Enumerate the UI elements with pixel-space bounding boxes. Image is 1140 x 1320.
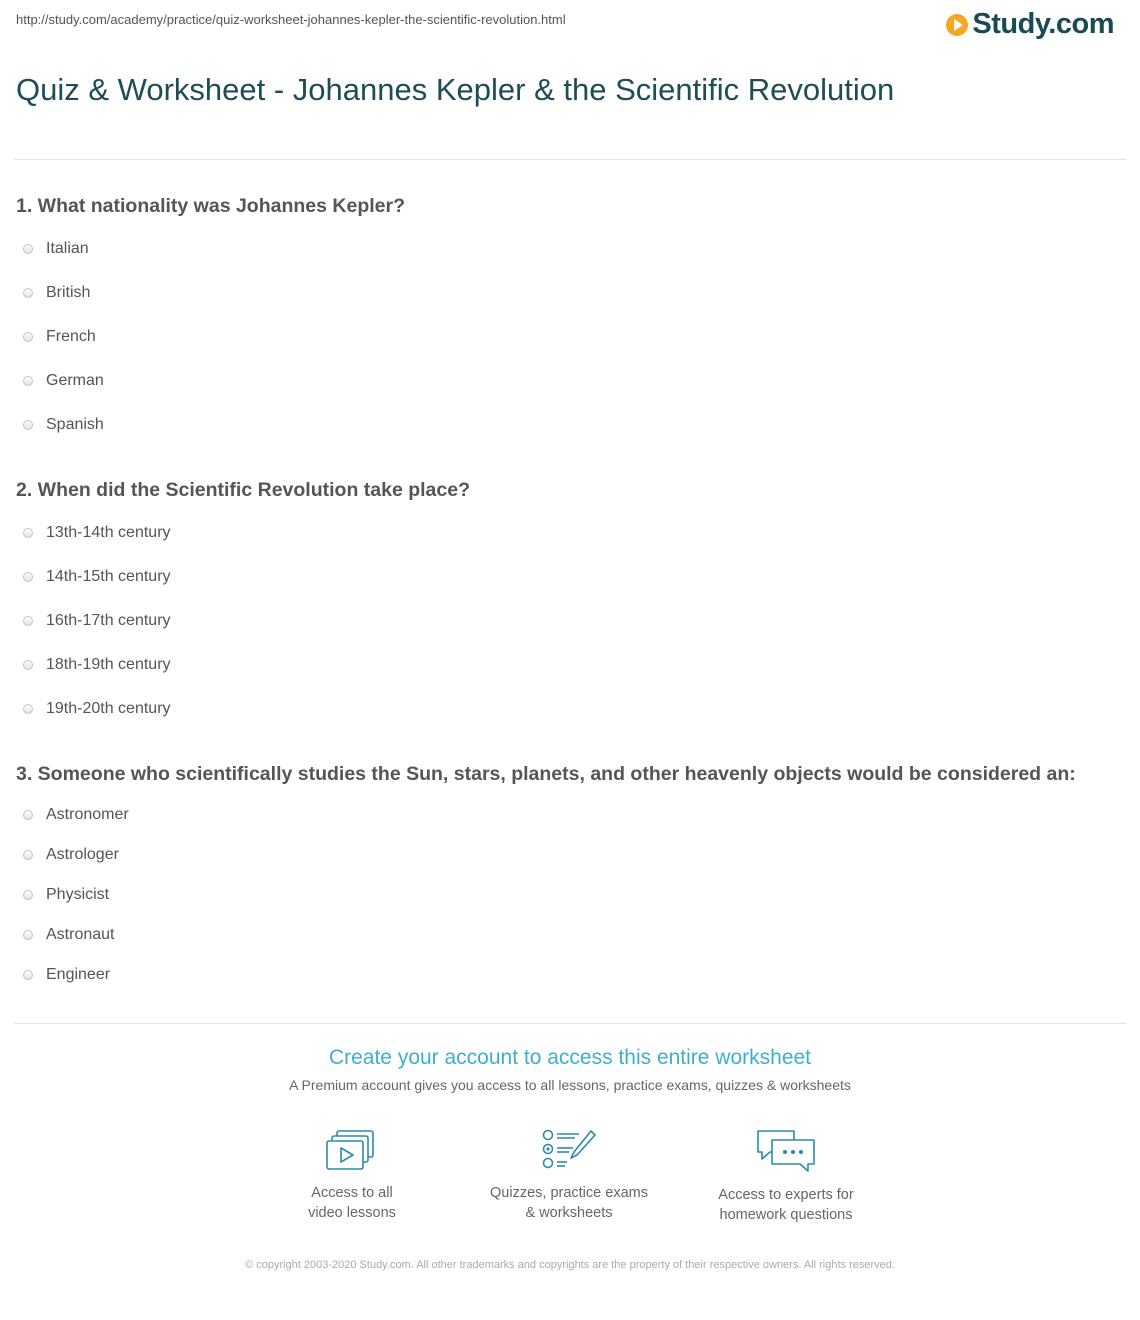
radio-icon[interactable] [23,572,33,582]
q3-option[interactable] [23,806,129,824]
radio-icon[interactable] [23,704,33,714]
radio-icon[interactable] [23,332,33,342]
radio-icon[interactable] [23,528,33,538]
copyright-notice: © copyright 2003-2020 Study.com. All other trademarks and copyrights are the property of their respective owners. All rights reserved. [245,1259,895,1271]
q1-option[interactable] [23,328,96,346]
radio-icon[interactable] [23,810,33,820]
logo-text: Study.com [972,8,1114,40]
study-logo[interactable] [946,8,1114,41]
q1-option[interactable] [23,240,89,258]
q3-option[interactable] [23,846,119,864]
option-label: 16th-17th century [46,612,171,629]
option-label: 14th-15th century [46,568,171,585]
radio-icon[interactable] [23,970,33,980]
feature-quizzes [469,1128,669,1223]
q2-option[interactable] [23,700,171,718]
feature-line: Access to all [311,1185,393,1201]
q1-option[interactable] [23,284,90,302]
quiz-checklist-icon [541,1128,597,1172]
q1-option[interactable] [23,416,104,434]
premium-description: A Premium account gives you access to all lessons, practice exams, quizzes & worksheets [289,1077,851,1093]
radio-icon[interactable] [23,890,33,900]
option-label: Astrologer [46,846,119,863]
option-label: Italian [46,240,89,257]
option-label: Astronomer [46,806,129,823]
question-3: 3. Someone who scientifically studies the Sun, stars, planets, and other heavenly objects would be considered an: [16,763,1076,785]
page-url: http://study.com/academy/practice/quiz-worksheet-johannes-kepler-the-scientific-revolution.html [16,12,566,27]
feature-experts [686,1128,886,1225]
option-label: Astronaut [46,926,115,943]
play-logo-icon [946,14,968,36]
quiz-divider [14,1023,1126,1024]
option-label: Physicist [46,886,110,903]
feature-video-lessons [252,1128,452,1223]
option-label: Spanish [46,416,104,433]
option-label: British [46,284,91,301]
radio-icon[interactable] [23,420,33,430]
radio-icon[interactable] [23,376,33,386]
q2-option[interactable] [23,612,171,630]
option-label: 19th-20th century [46,700,171,717]
radio-icon[interactable] [23,660,33,670]
q2-option[interactable] [23,524,171,542]
option-label: German [46,372,104,389]
option-label: 13th-14th century [46,524,171,541]
video-lessons-icon [325,1128,379,1172]
question-2: 2. When did the Scientific Revolution take place? [16,479,470,501]
q2-option[interactable] [23,568,171,586]
chat-bubbles-icon [754,1128,818,1174]
feature-line: Quizzes, practice exams [490,1185,648,1201]
option-label: 18th-19th century [46,656,171,673]
option-label: Engineer [46,966,111,983]
q3-option[interactable] [23,966,110,984]
radio-icon[interactable] [23,288,33,298]
q1-option[interactable] [23,372,104,390]
q3-option[interactable] [23,886,109,904]
q3-option[interactable] [23,926,114,944]
question-1: 1. What nationality was Johannes Kepler? [16,195,406,217]
radio-icon[interactable] [23,244,33,254]
radio-icon[interactable] [23,850,33,860]
radio-icon[interactable] [23,930,33,940]
option-label: French [46,328,96,345]
feature-line: video lessons [308,1205,396,1221]
create-account-link[interactable]: Create your account to access this entire worksheet [328,1046,812,1069]
title-divider [14,159,1126,160]
page-title: Quiz & Worksheet - Johannes Kepler & the Scientific Revolution [16,72,895,107]
feature-line: homework questions [719,1207,853,1223]
q2-option[interactable] [23,656,171,674]
feature-line: & worksheets [525,1205,613,1221]
radio-icon[interactable] [23,616,33,626]
feature-line: Access to experts for [718,1187,854,1203]
